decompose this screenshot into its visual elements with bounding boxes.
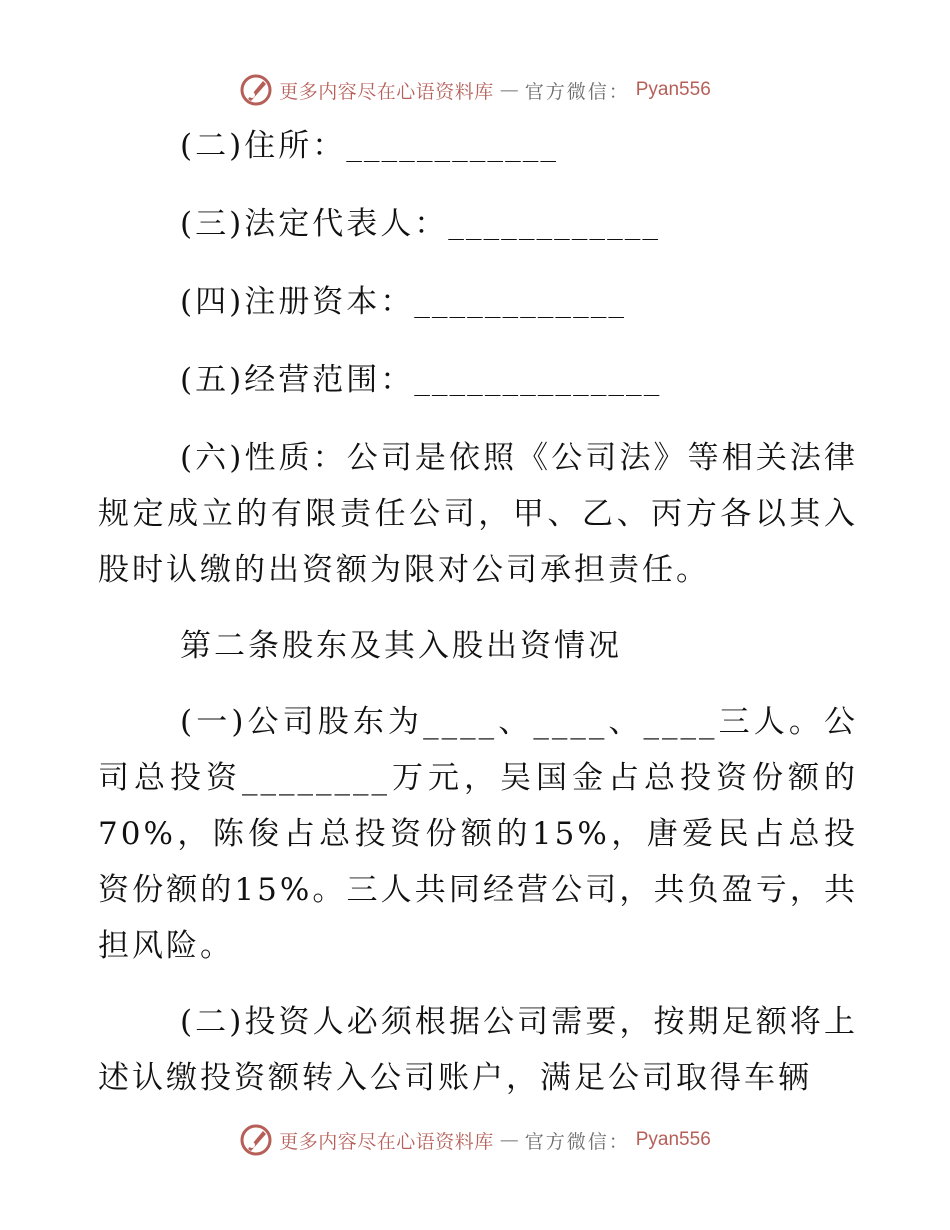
clause-investment-obligation: (二)投资人必须根据公司需要，按期足额将上述认缴投资额转入公司账户，满足公司取得车辆	[98, 1004, 858, 1096]
clause-label: 法定代表人：	[244, 206, 449, 242]
watermark-label: 官方微信：	[524, 80, 630, 103]
article-heading: 第二条股东及其入股出资情况	[180, 628, 622, 664]
watermark-handle: Pyan556	[635, 1129, 711, 1150]
watermark-dash: —	[499, 1129, 519, 1151]
watermark-dash: —	[499, 79, 519, 101]
clause-prefix: (四)	[180, 284, 245, 320]
fill-blank: ______________	[414, 367, 662, 397]
document-body	[98, 118, 858, 1126]
clause-prefix: (五)	[180, 362, 245, 398]
clause-nature: (六)性质：公司是依照《公司法》等相关法律规定成立的有限责任公司，甲、乙、丙方各以其入股时认缴的出资额为限对公司承担责任。	[98, 440, 858, 588]
watermark-handle: Pyan556	[635, 79, 711, 100]
clause-prefix: (二)	[180, 128, 245, 164]
watermark-footer	[0, 1120, 950, 1160]
fill-blank: ____________	[346, 133, 559, 163]
clause-label: 经营范围：	[244, 362, 415, 398]
clause-registered-capital	[98, 274, 858, 332]
clause-label: 注册资本：	[244, 284, 415, 320]
pen-logo-icon	[239, 1123, 273, 1157]
clause-legal-representative	[98, 196, 858, 254]
clause-label: 住所：	[244, 128, 347, 164]
watermark-text: 更多内容尽在心语资料库	[279, 80, 494, 103]
watermark-header	[0, 70, 950, 110]
pen-logo-icon	[239, 73, 273, 107]
watermark-text: 更多内容尽在心语资料库	[279, 1130, 494, 1153]
clause-address	[98, 118, 858, 176]
clause-shareholders: (一)公司股东为____、____、____三人。公司总投资________万元，吴国金占总投资份额的70%，陈俊占总投资份额的15%，唐爱民占总投资份额的15%。三人共同经营公司，共负盈亏，共担风险。	[98, 704, 858, 964]
fill-blank: ____________	[414, 289, 627, 319]
clause-business-scope	[98, 352, 858, 410]
watermark-label: 官方微信：	[524, 1130, 630, 1153]
fill-blank: ____________	[448, 211, 661, 241]
clause-prefix: (三)	[180, 206, 245, 242]
